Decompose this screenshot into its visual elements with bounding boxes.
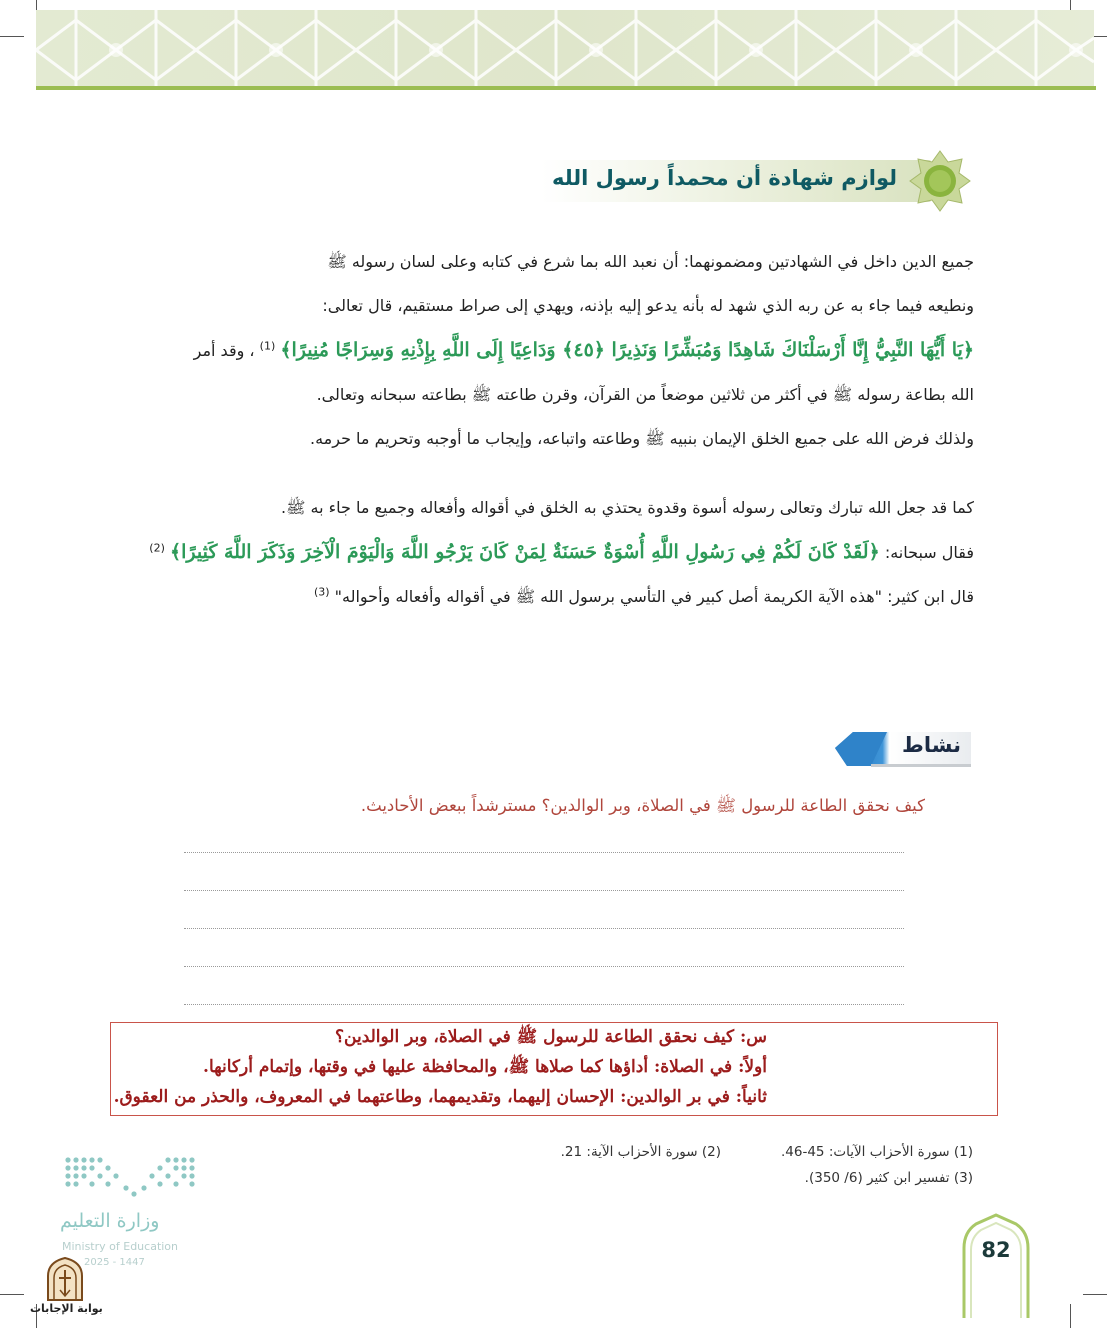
footnote-1: (1) سورة الأحزاب الآيات: 45-46.: [780, 1144, 973, 1160]
crop-mark: [1083, 1294, 1107, 1295]
star-badge-icon: [909, 150, 971, 212]
ministry-name-english: Ministry of Education: [62, 1240, 179, 1253]
ministry-name-arabic: وزارة التعليم: [60, 1210, 160, 1232]
footnote-3: (3) تفسير ابن كثير (6/ 350).: [804, 1170, 973, 1186]
verse-line: [160, 328, 974, 373]
quote-line: [160, 575, 974, 619]
crop-mark: [0, 36, 24, 37]
paragraph-text: قال ابن كثير: "هذه الآية الكريمة أصل كبير في التأسي برسول الله ﷺ في أقواله وأفعاله وأحواله": [334, 587, 974, 606]
header-pattern-band: [36, 10, 1094, 88]
answer-writing-line[interactable]: [184, 890, 904, 891]
paragraph-line: ونطيعه فيما جاء به عن ربه الذي شهد له بأنه يدعو إليه بإذنه، ويهدي إلى صراط مستقيم، قال تعالى:: [322, 296, 974, 315]
portal-label[interactable]: بوابة الإجابات: [30, 1302, 103, 1315]
paragraph-text: ، وقد أمر: [193, 341, 255, 360]
paragraph-1: [160, 240, 974, 461]
footnote-ref: (1): [259, 339, 276, 353]
activity-label: نشاط: [902, 733, 961, 757]
paragraph-line: جميع الدين داخل في الشهادتين ومضمونهما: أن نعبد الله بما شرع في كتابه وعلى لسان رسوله ﷺ: [327, 252, 974, 271]
crop-mark: [1070, 1304, 1071, 1328]
section-title-block: [551, 150, 971, 210]
portal-logo-icon[interactable]: [42, 1256, 88, 1302]
answer-point: ثانياً: في بر الوالدين: الإحسان إليهما، وتقديمهما، وطاعتهما في المعروف، والحذر من العقوق.: [113, 1087, 767, 1107]
ministry-logo-icon: [60, 1154, 200, 1202]
page-number: 82: [981, 1238, 1011, 1262]
geometric-pattern-icon: [36, 10, 1094, 88]
footnote-ref: (2): [149, 541, 165, 555]
answer-writing-line[interactable]: [184, 852, 904, 853]
activity-question: كيف نحقق الطاعة للرسول ﷺ في الصلاة، وبر الوالدين؟ مسترشداً ببعض الأحاديث.: [360, 796, 925, 815]
paragraph-line: كما قد جعل الله تبارك وتعالى رسوله أسوة وقدوة يحتذي به الخلق في أقواله وأفعاله وجميع ما جاء به ﷺ.: [281, 498, 974, 517]
answer-point: أولاً: في الصلاة: أداؤها كما صلاها ﷺ، والمحافظة عليها في وقتها، وإتمام أركانها.: [203, 1057, 767, 1077]
answer-writing-line[interactable]: [184, 966, 904, 967]
answer-question: س: كيف نحقق الطاعة للرسول ﷺ في الصلاة، وبر الوالدين؟: [335, 1027, 767, 1047]
section-title: لوازم شهادة أن محمداً رسول الله: [551, 166, 897, 190]
header-divider: [36, 86, 1096, 90]
quran-verse: ﴿يَا أَيُّهَا النَّبِيُّ إِنَّا أَرْسَلْنَاكَ شَاهِدًا وَمُبَشِّرًا وَنَذِيرًا ﴿٤٥﴾ وَدَاعِيًا إِلَى اللَّهِ بِإِذْنِهِ وَسِرَاجًا مُنِيرًا﴾: [280, 339, 974, 361]
verse-line: [149, 530, 974, 575]
answer-writing-line[interactable]: [184, 1004, 904, 1005]
page-number-tab: [962, 1214, 1030, 1318]
quran-verse: ﴿لَقَدْ كَانَ لَكُمْ فِي رَسُولِ اللَّهِ أُسْوَةٌ حَسَنَةٌ لِمَنْ كَانَ يَرْجُو اللَّهَ وَالْيَوْمَ الْآخِرَ وَذَكَرَ اللَّهَ كَثِيرًا﴾: [169, 541, 880, 563]
crop-mark: [0, 1294, 24, 1295]
paragraph-text: فقال سبحانه:: [884, 543, 974, 562]
answer-writing-line[interactable]: [184, 928, 904, 929]
paragraph-line: ولذلك فرض الله على جميع الخلق الإيمان بنبيه ﷺ وطاعته واتباعه، وإيجاب ما أوجبه وتحريم ما حرمه.: [310, 429, 974, 448]
ministry-year: 2025 - 1447: [84, 1257, 145, 1268]
paragraph-line: الله بطاعة رسوله ﷺ في أكثر من ثلاثين موضعاً من القرآن، وقرن طاعته ﷺ بطاعته سبحانه وتعالى.: [316, 385, 974, 404]
footnote-ref: (3): [313, 585, 330, 599]
paragraph-2: [149, 486, 974, 619]
footnote-2: (2) سورة الأحزاب الآية: 21.: [560, 1144, 721, 1160]
